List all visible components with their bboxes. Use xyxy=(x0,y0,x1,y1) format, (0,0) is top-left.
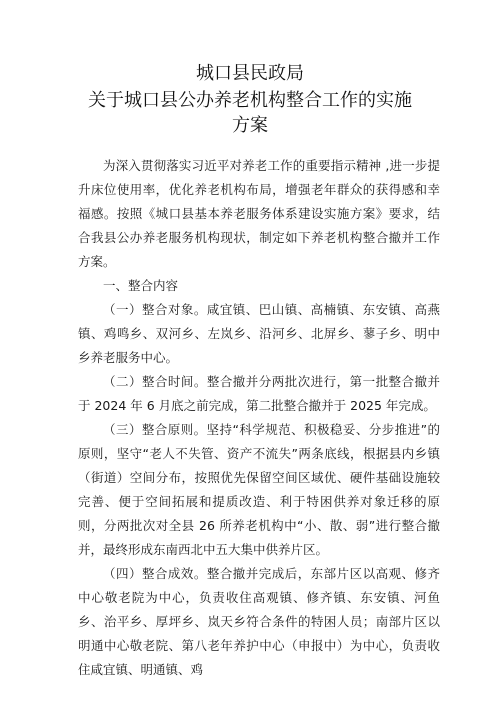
intro-paragraph: 为深入贯彻落实习近平对养老工作的重要指示精神 ,进一步提升床位使用率，优化养老机构布局，增强老年群众的获得感和幸福感。按照《城口县基本养老服务体系建设实施方案》要求，结合我县公办养老服务机构现状，制定如下养老机构整合撤并工作方案。 xyxy=(78,158,440,269)
item-integration-principles: （三）整合原则。坚持“科学规范、积极稳妥、分步推进”的原则，坚守“老人不失管、资产不流失”两条底线，根据县内乡镇（街道）空间分布，按照优先保留空间区域优、硬件基础设施较完善、便于空间拓展和提质改造、利于特困供养对象迁移的原则，分两批次对全县 26 所养老机构中“小、散、弱”进行整合撤并，最终形成东南西北中五大集中供养片区。 xyxy=(78,422,440,557)
document-body xyxy=(78,154,440,682)
item-integration-targets: （一）整合对象。咸宜镇、巴山镇、高楠镇、东安镇、高燕镇、鸡鸣乡、双河乡、左岚乡、沿河乡、北屏乡、蓼子乡、明中乡养老服务中心。 xyxy=(78,302,440,365)
section-heading-integration-content: 一、整合内容 xyxy=(103,278,179,293)
document-title-issuer: 城口县民政局 xyxy=(196,63,304,84)
item-integration-results: （四）整合成效。整合撤并完成后，东部片区以高观、修齐中心敬老院为中心，负责收住高观镇、修齐镇、东安镇、河鱼乡、治平乡、厚坪乡、岚天乡符合条件的特困人员；南部片区以明通中心敬老院、第八老年养护中心（申报中）为中心，负责收住咸宜镇、明通镇、鸡 xyxy=(78,566,440,677)
document-title-suffix: 方案 xyxy=(232,115,268,136)
document-title-main: 关于城口县公办养老机构整合工作的实施 xyxy=(88,90,412,111)
item-integration-time: （二）整合时间。整合撤并分两批次进行，第一批整合撤并于 2024 年 6 月底之前完成，第二批整合撤并于 2025 年完成。 xyxy=(78,374,440,413)
